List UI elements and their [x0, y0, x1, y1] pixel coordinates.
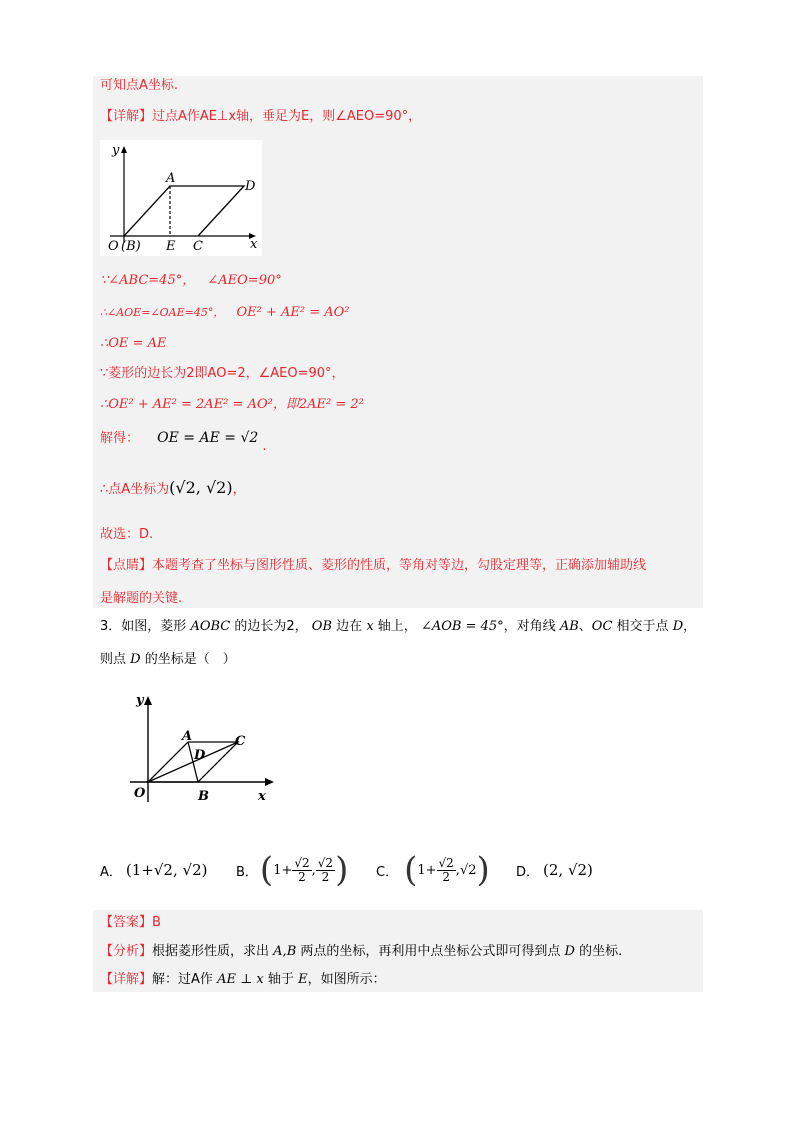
q3-shape: AOBC	[190, 619, 231, 634]
step-1a: ∵∠ABC=45°，	[100, 273, 196, 288]
q3-t7: 相交于点	[616, 619, 669, 634]
q3-t3: 边在	[336, 619, 363, 634]
answer-line	[100, 913, 161, 933]
analysis-a: 根据菱形性质，求出	[152, 944, 270, 959]
option-a-math: (1+√2, √2)	[125, 861, 208, 879]
fig2-y-label: y	[136, 693, 144, 708]
detail-c: ，如图所示：	[307, 972, 386, 987]
option-b-frac-1: $\frac{√2}{2}$	[294, 855, 310, 884]
detail-a: 解：过A作	[152, 972, 213, 987]
detail-answer-tag: 【详解】	[100, 972, 153, 987]
fig1-o-label: O	[108, 239, 119, 254]
step-5b: ，即2AE² = 2²	[272, 397, 364, 412]
q3-d: D	[672, 619, 684, 634]
answer-tag: 【答案】	[100, 915, 153, 930]
step-2b: OE² + AE² = AO²	[236, 305, 350, 320]
step-6c: .	[262, 439, 267, 454]
step-7b: (√2, √2)	[169, 478, 233, 497]
q3-t2: 的边长为2，	[234, 619, 308, 634]
note-text-1: 本题考查了坐标与图形性质、菱形的性质，等角对等边，勾股定理等，正确添加辅助线	[152, 558, 647, 573]
q3-angle: ∠AOB = 45°	[420, 619, 504, 634]
option-b[interactable]: B． ( 1+ $\frac{√2}{2}$ , $\frac{√2}{2}$ )	[236, 850, 349, 890]
analysis-d: D	[564, 944, 575, 959]
fig1-e-label: E	[166, 239, 176, 254]
fig1-x-label: x	[250, 237, 258, 252]
detail-text: 过点A作AE⊥x轴，垂足为E，则∠AEO=90°，	[152, 109, 422, 124]
text-line: 可知点A坐标.	[100, 78, 179, 93]
fig1-c-label: C	[193, 239, 203, 254]
question-3-line-1	[100, 617, 696, 637]
step-1	[100, 271, 282, 291]
option-c-tail: √2	[459, 862, 477, 878]
step-3	[100, 334, 166, 354]
detail-e: E	[298, 972, 308, 987]
fig2-o-label: O	[134, 786, 146, 801]
step-1b: ∠AEO=90°	[207, 273, 282, 288]
fig2-a-label: A	[182, 729, 193, 744]
step-7c: ，	[232, 482, 246, 497]
fig1-d-label: D	[245, 179, 256, 194]
q3-l2b: D	[130, 652, 141, 667]
analysis-line	[100, 942, 622, 962]
q3-ab: AB	[559, 619, 579, 634]
q3-ob: OB	[311, 619, 333, 634]
q3-l2c: 的坐标是（ ）	[144, 652, 236, 667]
q3-t8: ，	[683, 619, 697, 634]
step-5	[100, 395, 364, 415]
fig1-b-label: (B)	[121, 239, 141, 254]
detail-m: AE ⊥ x	[217, 972, 264, 987]
figure-1	[100, 140, 262, 256]
option-d-math: (2, √2)	[543, 861, 593, 879]
answer-value: B	[152, 915, 161, 930]
option-c[interactable]: C． ( 1+ $\frac{√2}{2}$ , √2 )	[376, 850, 490, 890]
option-a-label: A．	[100, 864, 122, 880]
step-4: ∵菱形的边长为2即AO=2，∠AEO=90°，	[100, 366, 345, 381]
q3-t1: 如图，菱形	[121, 619, 187, 634]
analysis-b: 两点的坐标，再利用中点坐标公式即可得到点	[300, 944, 561, 959]
option-b-label: B．	[236, 864, 258, 880]
q3-t4: 轴上，	[377, 619, 417, 634]
question-3-line-2	[100, 650, 236, 670]
option-b-lead: 1+	[273, 862, 293, 878]
step-6a: 解得：	[100, 431, 140, 446]
note-tag: 【点睛】	[100, 558, 153, 573]
option-c-frac-1: $\frac{√2}{2}$	[438, 855, 454, 884]
fig2-b-label: B	[198, 789, 209, 804]
detail-line	[100, 107, 421, 127]
note-line-1	[100, 556, 646, 576]
q3-t6: 、	[578, 619, 592, 634]
option-b-frac-2: $\frac{√2}{2}$	[317, 855, 334, 884]
q3-t5: ，对角线	[503, 619, 556, 634]
figure-2	[128, 690, 278, 810]
q3-oc: OC	[591, 619, 613, 634]
fig2-x-label: x	[258, 789, 266, 804]
detail-b: 轴于	[267, 972, 294, 987]
detail-tag: 【详解】	[100, 109, 153, 124]
analysis-tag: 【分析】	[100, 944, 153, 959]
q3-number: 3．	[100, 619, 122, 634]
detail-answer-line	[100, 970, 386, 990]
step-8: 故选：D.	[100, 527, 154, 542]
step-5a: ∴OE² + AE² = 2AE² = AO²	[100, 397, 273, 412]
option-c-label: C．	[376, 864, 399, 880]
q3-x: x	[366, 619, 374, 634]
q3-l2a: 则点	[100, 652, 127, 667]
fig2-c-label: C	[235, 734, 246, 749]
step-6	[100, 428, 267, 454]
analysis-c: 的坐标.	[579, 944, 623, 959]
fig1-a-label: A	[166, 171, 176, 186]
step-2a: ∴∠AOE=∠OAE=45°，	[100, 306, 225, 319]
option-c-lead: 1+	[417, 862, 437, 878]
option-d-label: D．	[516, 864, 540, 880]
option-d[interactable]	[516, 850, 593, 890]
step-2	[100, 303, 350, 323]
option-a[interactable]	[100, 850, 207, 890]
fig2-d-label: D	[194, 748, 206, 763]
step-7	[100, 478, 246, 500]
note-line-2: 是解题的关键.	[100, 591, 183, 606]
step-6b: OE = AE = √2	[157, 430, 259, 446]
fig1-y-label: y	[112, 143, 120, 158]
step-3-text: ∴OE = AE	[100, 336, 167, 351]
step-7a: ∴点A坐标为	[100, 482, 170, 497]
analysis-ab: A,B	[273, 944, 297, 959]
